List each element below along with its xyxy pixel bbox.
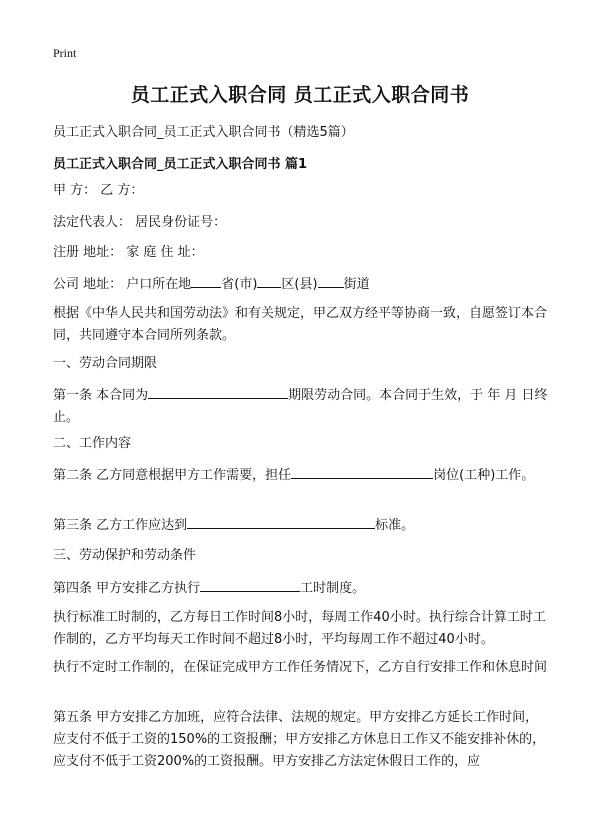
article-3 <box>53 514 548 537</box>
article-1-suffix: 期限劳动合同。本合同于生效，于 年 月 日终止。 <box>53 388 548 425</box>
company-address-province: 省(市) <box>221 277 258 292</box>
blank-standard <box>187 514 375 529</box>
section-title: 员工正式入职合同_员工正式入职合同书 篇1 <box>53 157 308 172</box>
article-3-prefix: 第三条 乙方工作应达到 <box>53 518 188 533</box>
company-address-prefix: 公司 地址： 户口所在地 <box>53 277 192 292</box>
article-4-suffix: 工时制度。 <box>300 581 366 596</box>
article-1 <box>53 384 548 429</box>
article-2 <box>53 464 548 487</box>
reg-address-line: 注册 地址： 家 庭 住 址： <box>53 245 204 260</box>
heading-labor-protection: 三、劳动保护和劳动条件 <box>53 548 197 563</box>
article-4-prefix: 第四条 甲方安排乙方执行 <box>53 581 201 596</box>
company-address-district: 区(县) <box>281 277 318 292</box>
legal-rep-line: 法定代表人： 居民身份证号： <box>53 215 227 230</box>
article-3-suffix: 标准。 <box>375 518 415 533</box>
blank-contract-type <box>148 384 288 399</box>
blank-working-hours-system <box>200 577 300 592</box>
article-5: 第五条 甲方安排乙方加班，应符合法律、法规的规定。甲方安排乙方延长工作时间，应支付不低于工资的150%的工资报酬；甲方安排乙方休息日工作又不能安排补休的，应支付不低于工资200%的工资报酬。甲方安排乙方法定休假日工作的，应 <box>53 710 546 769</box>
article-2-prefix: 第二条 乙方同意根据甲方工作需要，担任 <box>53 468 292 483</box>
company-address-line <box>53 273 548 296</box>
para-flexible-hours: 执行不定时工作制的，在保证完成甲方工作任务情况下，乙方自行安排工作和休息时间 <box>53 660 548 675</box>
document-title: 员工正式入职合同 员工正式入职合同书 <box>130 84 470 106</box>
blank-position <box>291 464 433 479</box>
document-subtitle: 员工正式入职合同_员工正式入职合同书（精选5篇） <box>53 125 354 140</box>
company-address-street: 街道 <box>343 277 370 292</box>
blank-district <box>257 273 281 288</box>
blank-street <box>318 273 344 288</box>
para-standard-hours: 执行标准工时制的，乙方每日工作时间8小时，每周工作40小时。执行综合计算工时工作制的，乙方平均每天工作时间不超过8小时，平均每周工作不超过40小时。 <box>53 610 546 647</box>
article-4 <box>53 577 548 600</box>
print-label[interactable]: Print <box>53 46 77 60</box>
blank-province <box>191 273 221 288</box>
party-line: 甲 方： 乙 方： <box>53 183 144 198</box>
heading-work-content: 二、工作内容 <box>53 436 132 451</box>
preamble: 根据《中华人民共和国劳动法》和有关规定，甲乙双方经平等协商一致，自愿签订本合同，共同遵守本合同所列条款。 <box>53 306 548 343</box>
article-2-suffix: 岗位(工种)工作。 <box>433 468 535 483</box>
heading-contract-term: 一、劳动合同期限 <box>53 356 158 371</box>
article-1-prefix: 第一条 本合同为 <box>53 388 149 403</box>
